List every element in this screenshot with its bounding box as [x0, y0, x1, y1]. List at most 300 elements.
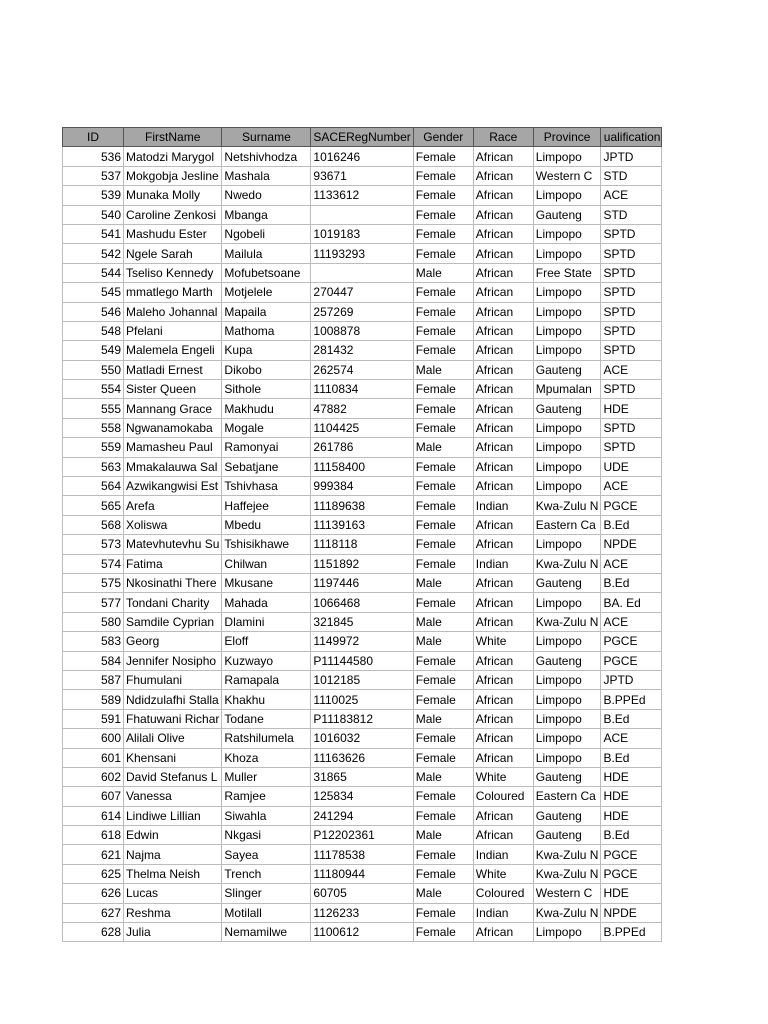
- firstname-cell[interactable]: Munaka Molly: [124, 186, 222, 205]
- id-cell[interactable]: 555: [63, 399, 124, 418]
- province-cell[interactable]: Eastern Ca: [533, 515, 601, 534]
- surname-cell[interactable]: Khakhu: [222, 690, 311, 709]
- province-cell[interactable]: Limpopo: [533, 341, 601, 360]
- race-cell[interactable]: African: [473, 341, 533, 360]
- id-cell[interactable]: 621: [63, 845, 124, 864]
- id-cell[interactable]: 559: [63, 438, 124, 457]
- firstname-cell[interactable]: Mmakalauwa Sal: [124, 457, 222, 476]
- sace-reg-number-cell[interactable]: 261786: [311, 438, 413, 457]
- firstname-cell[interactable]: Fhumulani: [124, 670, 222, 689]
- surname-cell[interactable]: Ratshilumela: [222, 729, 311, 748]
- surname-cell[interactable]: Mbedu: [222, 515, 311, 534]
- qualification-cell[interactable]: B.Ed: [601, 515, 662, 534]
- id-cell[interactable]: 541: [63, 224, 124, 243]
- province-cell[interactable]: Limpopo: [533, 923, 601, 942]
- race-cell[interactable]: African: [473, 438, 533, 457]
- gender-cell[interactable]: Male: [413, 632, 473, 651]
- province-cell[interactable]: Gauteng: [533, 360, 601, 379]
- sace-reg-number-cell[interactable]: 1008878: [311, 321, 413, 340]
- surname-cell[interactable]: Motilall: [222, 903, 311, 922]
- qualification-cell[interactable]: PGCE: [601, 651, 662, 670]
- surname-cell[interactable]: Mailula: [222, 244, 311, 263]
- province-cell[interactable]: Limpopo: [533, 748, 601, 767]
- province-cell[interactable]: Limpopo: [533, 186, 601, 205]
- firstname-cell[interactable]: Ngwanamokaba: [124, 418, 222, 437]
- id-cell[interactable]: 564: [63, 477, 124, 496]
- firstname-cell[interactable]: Tseliso Kennedy: [124, 263, 222, 282]
- surname-cell[interactable]: Makhudu: [222, 399, 311, 418]
- sace-reg-number-cell[interactable]: 93671: [311, 166, 413, 185]
- province-cell[interactable]: Western C: [533, 166, 601, 185]
- race-cell[interactable]: Indian: [473, 496, 533, 515]
- id-cell[interactable]: 580: [63, 612, 124, 631]
- surname-cell[interactable]: Mkusane: [222, 573, 311, 592]
- firstname-cell[interactable]: Lindiwe Lillian: [124, 806, 222, 825]
- race-cell[interactable]: African: [473, 593, 533, 612]
- race-cell[interactable]: African: [473, 690, 533, 709]
- surname-cell[interactable]: Sithole: [222, 380, 311, 399]
- firstname-cell[interactable]: Fhatuwani Richar: [124, 709, 222, 728]
- id-cell[interactable]: 573: [63, 535, 124, 554]
- gender-cell[interactable]: Female: [413, 787, 473, 806]
- gender-cell[interactable]: Female: [413, 321, 473, 340]
- race-cell[interactable]: African: [473, 729, 533, 748]
- sace-reg-number-cell[interactable]: 11178538: [311, 845, 413, 864]
- firstname-cell[interactable]: Sister Queen: [124, 380, 222, 399]
- qualification-cell[interactable]: SPTD: [601, 224, 662, 243]
- gender-cell[interactable]: Female: [413, 477, 473, 496]
- province-cell[interactable]: Kwa-Zulu N: [533, 496, 601, 515]
- id-cell[interactable]: 584: [63, 651, 124, 670]
- sace-reg-number-cell[interactable]: 11189638: [311, 496, 413, 515]
- id-cell[interactable]: 602: [63, 767, 124, 786]
- id-cell[interactable]: 545: [63, 283, 124, 302]
- sace-reg-number-cell[interactable]: 257269: [311, 302, 413, 321]
- qualification-cell[interactable]: STD: [601, 166, 662, 185]
- province-cell[interactable]: Limpopo: [533, 729, 601, 748]
- race-cell[interactable]: African: [473, 515, 533, 534]
- surname-cell[interactable]: Nemamilwe: [222, 923, 311, 942]
- gender-cell[interactable]: Female: [413, 535, 473, 554]
- firstname-cell[interactable]: Xoliswa: [124, 515, 222, 534]
- province-cell[interactable]: Limpopo: [533, 321, 601, 340]
- qualification-cell[interactable]: HDE: [601, 767, 662, 786]
- id-cell[interactable]: 549: [63, 341, 124, 360]
- gender-cell[interactable]: Male: [413, 573, 473, 592]
- sace-reg-number-cell[interactable]: 1118118: [311, 535, 413, 554]
- id-cell[interactable]: 548: [63, 321, 124, 340]
- firstname-cell[interactable]: Julia: [124, 923, 222, 942]
- sace-reg-number-cell[interactable]: 1151892: [311, 554, 413, 573]
- id-cell[interactable]: 574: [63, 554, 124, 573]
- id-cell[interactable]: 614: [63, 806, 124, 825]
- sace-reg-number-cell[interactable]: P12202361: [311, 826, 413, 845]
- sace-reg-number-cell[interactable]: 241294: [311, 806, 413, 825]
- column-header-gender[interactable]: Gender: [413, 128, 473, 147]
- id-cell[interactable]: 539: [63, 186, 124, 205]
- column-header-id[interactable]: ID: [63, 128, 124, 147]
- race-cell[interactable]: African: [473, 399, 533, 418]
- surname-cell[interactable]: Mahada: [222, 593, 311, 612]
- province-cell[interactable]: Limpopo: [533, 670, 601, 689]
- gender-cell[interactable]: Male: [413, 709, 473, 728]
- gender-cell[interactable]: Female: [413, 244, 473, 263]
- qualification-cell[interactable]: B.Ed: [601, 573, 662, 592]
- province-cell[interactable]: Limpopo: [533, 709, 601, 728]
- sace-reg-number-cell[interactable]: 1012185: [311, 670, 413, 689]
- qualification-cell[interactable]: HDE: [601, 787, 662, 806]
- column-header-surname[interactable]: Surname: [222, 128, 311, 147]
- surname-cell[interactable]: Dikobo: [222, 360, 311, 379]
- race-cell[interactable]: White: [473, 632, 533, 651]
- province-cell[interactable]: Limpopo: [533, 244, 601, 263]
- sace-reg-number-cell[interactable]: 1197446: [311, 573, 413, 592]
- province-cell[interactable]: Limpopo: [533, 632, 601, 651]
- gender-cell[interactable]: Female: [413, 302, 473, 321]
- province-cell[interactable]: Gauteng: [533, 399, 601, 418]
- id-cell[interactable]: 628: [63, 923, 124, 942]
- sace-reg-number-cell[interactable]: 1016032: [311, 729, 413, 748]
- sace-reg-number-cell[interactable]: 1126233: [311, 903, 413, 922]
- gender-cell[interactable]: Female: [413, 903, 473, 922]
- sace-reg-number-cell[interactable]: 1110025: [311, 690, 413, 709]
- province-cell[interactable]: Gauteng: [533, 205, 601, 224]
- gender-cell[interactable]: Female: [413, 399, 473, 418]
- qualification-cell[interactable]: ACE: [601, 729, 662, 748]
- gender-cell[interactable]: Female: [413, 845, 473, 864]
- sace-reg-number-cell[interactable]: 999384: [311, 477, 413, 496]
- race-cell[interactable]: Indian: [473, 903, 533, 922]
- surname-cell[interactable]: Motjelele: [222, 283, 311, 302]
- firstname-cell[interactable]: Thelma Neish: [124, 864, 222, 883]
- id-cell[interactable]: 587: [63, 670, 124, 689]
- firstname-cell[interactable]: Mokgobja Jesline: [124, 166, 222, 185]
- id-cell[interactable]: 575: [63, 573, 124, 592]
- surname-cell[interactable]: Netshivhodza: [222, 147, 311, 166]
- firstname-cell[interactable]: Ndidzulafhi Stalla: [124, 690, 222, 709]
- firstname-cell[interactable]: Khensani: [124, 748, 222, 767]
- firstname-cell[interactable]: Nkosinathi There: [124, 573, 222, 592]
- race-cell[interactable]: African: [473, 670, 533, 689]
- firstname-cell[interactable]: Matevhutevhu Su: [124, 535, 222, 554]
- surname-cell[interactable]: Ngobeli: [222, 224, 311, 243]
- firstname-cell[interactable]: Vanessa: [124, 787, 222, 806]
- race-cell[interactable]: African: [473, 147, 533, 166]
- surname-cell[interactable]: Mofubetsoane: [222, 263, 311, 282]
- gender-cell[interactable]: Female: [413, 380, 473, 399]
- sace-reg-number-cell[interactable]: 31865: [311, 767, 413, 786]
- sace-reg-number-cell[interactable]: 125834: [311, 787, 413, 806]
- race-cell[interactable]: African: [473, 321, 533, 340]
- gender-cell[interactable]: Female: [413, 554, 473, 573]
- firstname-cell[interactable]: Lucas: [124, 884, 222, 903]
- province-cell[interactable]: Limpopo: [533, 690, 601, 709]
- province-cell[interactable]: Limpopo: [533, 283, 601, 302]
- qualification-cell[interactable]: PGCE: [601, 864, 662, 883]
- qualification-cell[interactable]: PGCE: [601, 845, 662, 864]
- id-cell[interactable]: 589: [63, 690, 124, 709]
- sace-reg-number-cell[interactable]: 1149972: [311, 632, 413, 651]
- firstname-cell[interactable]: Georg: [124, 632, 222, 651]
- qualification-cell[interactable]: SPTD: [601, 302, 662, 321]
- gender-cell[interactable]: Female: [413, 418, 473, 437]
- sace-reg-number-cell[interactable]: 1110834: [311, 380, 413, 399]
- sace-reg-number-cell[interactable]: 11180944: [311, 864, 413, 883]
- qualification-cell[interactable]: ACE: [601, 554, 662, 573]
- province-cell[interactable]: Eastern Ca: [533, 787, 601, 806]
- gender-cell[interactable]: Male: [413, 826, 473, 845]
- province-cell[interactable]: Gauteng: [533, 651, 601, 670]
- qualification-cell[interactable]: SPTD: [601, 380, 662, 399]
- surname-cell[interactable]: Tshivhasa: [222, 477, 311, 496]
- race-cell[interactable]: African: [473, 186, 533, 205]
- province-cell[interactable]: Limpopo: [533, 477, 601, 496]
- race-cell[interactable]: African: [473, 612, 533, 631]
- race-cell[interactable]: African: [473, 224, 533, 243]
- gender-cell[interactable]: Female: [413, 283, 473, 302]
- firstname-cell[interactable]: mmatlego Marth: [124, 283, 222, 302]
- race-cell[interactable]: African: [473, 380, 533, 399]
- province-cell[interactable]: Gauteng: [533, 767, 601, 786]
- race-cell[interactable]: African: [473, 826, 533, 845]
- surname-cell[interactable]: Mogale: [222, 418, 311, 437]
- qualification-cell[interactable]: B.Ed: [601, 826, 662, 845]
- sace-reg-number-cell[interactable]: 1066468: [311, 593, 413, 612]
- race-cell[interactable]: African: [473, 244, 533, 263]
- race-cell[interactable]: African: [473, 302, 533, 321]
- province-cell[interactable]: Gauteng: [533, 573, 601, 592]
- race-cell[interactable]: African: [473, 166, 533, 185]
- gender-cell[interactable]: Female: [413, 670, 473, 689]
- surname-cell[interactable]: Mashala: [222, 166, 311, 185]
- race-cell[interactable]: African: [473, 709, 533, 728]
- id-cell[interactable]: 550: [63, 360, 124, 379]
- surname-cell[interactable]: Slinger: [222, 884, 311, 903]
- race-cell[interactable]: African: [473, 205, 533, 224]
- gender-cell[interactable]: Female: [413, 806, 473, 825]
- gender-cell[interactable]: Female: [413, 186, 473, 205]
- race-cell[interactable]: African: [473, 535, 533, 554]
- qualification-cell[interactable]: NPDE: [601, 903, 662, 922]
- province-cell[interactable]: Limpopo: [533, 438, 601, 457]
- surname-cell[interactable]: Todane: [222, 709, 311, 728]
- gender-cell[interactable]: Female: [413, 457, 473, 476]
- race-cell[interactable]: Indian: [473, 845, 533, 864]
- qualification-cell[interactable]: BA. Ed: [601, 593, 662, 612]
- firstname-cell[interactable]: Mashudu Ester: [124, 224, 222, 243]
- surname-cell[interactable]: Khoza: [222, 748, 311, 767]
- qualification-cell[interactable]: HDE: [601, 884, 662, 903]
- gender-cell[interactable]: Female: [413, 224, 473, 243]
- gender-cell[interactable]: Female: [413, 864, 473, 883]
- qualification-cell[interactable]: SPTD: [601, 418, 662, 437]
- surname-cell[interactable]: Siwahla: [222, 806, 311, 825]
- id-cell[interactable]: 600: [63, 729, 124, 748]
- province-cell[interactable]: Gauteng: [533, 806, 601, 825]
- race-cell[interactable]: African: [473, 573, 533, 592]
- surname-cell[interactable]: Muller: [222, 767, 311, 786]
- qualification-cell[interactable]: SPTD: [601, 321, 662, 340]
- surname-cell[interactable]: Mapaila: [222, 302, 311, 321]
- qualification-cell[interactable]: SPTD: [601, 263, 662, 282]
- qualification-cell[interactable]: SPTD: [601, 244, 662, 263]
- firstname-cell[interactable]: Arefa: [124, 496, 222, 515]
- province-cell[interactable]: Limpopo: [533, 224, 601, 243]
- race-cell[interactable]: White: [473, 864, 533, 883]
- firstname-cell[interactable]: Reshma: [124, 903, 222, 922]
- gender-cell[interactable]: Male: [413, 360, 473, 379]
- id-cell[interactable]: 618: [63, 826, 124, 845]
- id-cell[interactable]: 591: [63, 709, 124, 728]
- id-cell[interactable]: 554: [63, 380, 124, 399]
- id-cell[interactable]: 607: [63, 787, 124, 806]
- column-header-firstname[interactable]: FirstName: [124, 128, 222, 147]
- column-header-province[interactable]: Province: [533, 128, 601, 147]
- gender-cell[interactable]: Female: [413, 729, 473, 748]
- gender-cell[interactable]: Male: [413, 438, 473, 457]
- surname-cell[interactable]: Mbanga: [222, 205, 311, 224]
- province-cell[interactable]: Limpopo: [533, 457, 601, 476]
- surname-cell[interactable]: Sayea: [222, 845, 311, 864]
- column-header-qualification[interactable]: ualification: [601, 128, 662, 147]
- sace-reg-number-cell[interactable]: 1016246: [311, 147, 413, 166]
- sace-reg-number-cell[interactable]: 270447: [311, 283, 413, 302]
- surname-cell[interactable]: Trench: [222, 864, 311, 883]
- province-cell[interactable]: Kwa-Zulu N: [533, 864, 601, 883]
- gender-cell[interactable]: Female: [413, 166, 473, 185]
- gender-cell[interactable]: Female: [413, 923, 473, 942]
- qualification-cell[interactable]: B.Ed: [601, 748, 662, 767]
- province-cell[interactable]: Kwa-Zulu N: [533, 612, 601, 631]
- sace-reg-number-cell[interactable]: [311, 263, 413, 282]
- id-cell[interactable]: 626: [63, 884, 124, 903]
- qualification-cell[interactable]: ACE: [601, 360, 662, 379]
- race-cell[interactable]: African: [473, 477, 533, 496]
- surname-cell[interactable]: Chilwan: [222, 554, 311, 573]
- race-cell[interactable]: Coloured: [473, 787, 533, 806]
- gender-cell[interactable]: Female: [413, 147, 473, 166]
- gender-cell[interactable]: Female: [413, 593, 473, 612]
- firstname-cell[interactable]: Mamasheu Paul: [124, 438, 222, 457]
- id-cell[interactable]: 627: [63, 903, 124, 922]
- surname-cell[interactable]: Nwedo: [222, 186, 311, 205]
- column-header-sace-reg-number[interactable]: SACERegNumber: [311, 128, 413, 147]
- gender-cell[interactable]: Male: [413, 612, 473, 631]
- sace-reg-number-cell[interactable]: 281432: [311, 341, 413, 360]
- province-cell[interactable]: Kwa-Zulu N: [533, 554, 601, 573]
- surname-cell[interactable]: Kuzwayo: [222, 651, 311, 670]
- race-cell[interactable]: Indian: [473, 554, 533, 573]
- province-cell[interactable]: Kwa-Zulu N: [533, 903, 601, 922]
- sace-reg-number-cell[interactable]: P11144580: [311, 651, 413, 670]
- sace-reg-number-cell[interactable]: 11139163: [311, 515, 413, 534]
- province-cell[interactable]: Limpopo: [533, 302, 601, 321]
- qualification-cell[interactable]: B.PPEd: [601, 690, 662, 709]
- sace-reg-number-cell[interactable]: P11183812: [311, 709, 413, 728]
- province-cell[interactable]: Limpopo: [533, 593, 601, 612]
- id-cell[interactable]: 565: [63, 496, 124, 515]
- surname-cell[interactable]: Kupa: [222, 341, 311, 360]
- firstname-cell[interactable]: Alilali Olive: [124, 729, 222, 748]
- firstname-cell[interactable]: Matodzi Marygol: [124, 147, 222, 166]
- id-cell[interactable]: 542: [63, 244, 124, 263]
- province-cell[interactable]: Limpopo: [533, 535, 601, 554]
- firstname-cell[interactable]: Pfelani: [124, 321, 222, 340]
- qualification-cell[interactable]: ACE: [601, 477, 662, 496]
- id-cell[interactable]: 540: [63, 205, 124, 224]
- firstname-cell[interactable]: Jennifer Nosipho: [124, 651, 222, 670]
- gender-cell[interactable]: Female: [413, 748, 473, 767]
- firstname-cell[interactable]: Najma: [124, 845, 222, 864]
- race-cell[interactable]: African: [473, 651, 533, 670]
- race-cell[interactable]: White: [473, 767, 533, 786]
- firstname-cell[interactable]: Fatima: [124, 554, 222, 573]
- sace-reg-number-cell[interactable]: 1019183: [311, 224, 413, 243]
- qualification-cell[interactable]: NPDE: [601, 535, 662, 554]
- firstname-cell[interactable]: Mannang Grace: [124, 399, 222, 418]
- race-cell[interactable]: African: [473, 748, 533, 767]
- province-cell[interactable]: Kwa-Zulu N: [533, 845, 601, 864]
- id-cell[interactable]: 546: [63, 302, 124, 321]
- surname-cell[interactable]: Ramapala: [222, 670, 311, 689]
- race-cell[interactable]: African: [473, 806, 533, 825]
- sace-reg-number-cell[interactable]: 1133612: [311, 186, 413, 205]
- sace-reg-number-cell[interactable]: 321845: [311, 612, 413, 631]
- id-cell[interactable]: 558: [63, 418, 124, 437]
- firstname-cell[interactable]: Malemela Engeli: [124, 341, 222, 360]
- province-cell[interactable]: Free State: [533, 263, 601, 282]
- sace-reg-number-cell[interactable]: [311, 205, 413, 224]
- surname-cell[interactable]: Eloff: [222, 632, 311, 651]
- surname-cell[interactable]: Nkgasi: [222, 826, 311, 845]
- gender-cell[interactable]: Male: [413, 767, 473, 786]
- gender-cell[interactable]: Female: [413, 496, 473, 515]
- id-cell[interactable]: 568: [63, 515, 124, 534]
- firstname-cell[interactable]: Azwikangwisi Est: [124, 477, 222, 496]
- province-cell[interactable]: Limpopo: [533, 418, 601, 437]
- race-cell[interactable]: African: [473, 457, 533, 476]
- id-cell[interactable]: 577: [63, 593, 124, 612]
- qualification-cell[interactable]: B.PPEd: [601, 923, 662, 942]
- race-cell[interactable]: African: [473, 923, 533, 942]
- firstname-cell[interactable]: David Stefanus L: [124, 767, 222, 786]
- firstname-cell[interactable]: Tondani Charity: [124, 593, 222, 612]
- surname-cell[interactable]: Mathoma: [222, 321, 311, 340]
- qualification-cell[interactable]: PGCE: [601, 632, 662, 651]
- id-cell[interactable]: 536: [63, 147, 124, 166]
- sace-reg-number-cell[interactable]: 60705: [311, 884, 413, 903]
- surname-cell[interactable]: Ramonyai: [222, 438, 311, 457]
- id-cell[interactable]: 583: [63, 632, 124, 651]
- surname-cell[interactable]: Ramjee: [222, 787, 311, 806]
- surname-cell[interactable]: Haffejee: [222, 496, 311, 515]
- firstname-cell[interactable]: Maleho Johannal: [124, 302, 222, 321]
- sace-reg-number-cell[interactable]: 11193293: [311, 244, 413, 263]
- sace-reg-number-cell[interactable]: 11163626: [311, 748, 413, 767]
- gender-cell[interactable]: Female: [413, 651, 473, 670]
- gender-cell[interactable]: Male: [413, 884, 473, 903]
- province-cell[interactable]: Gauteng: [533, 826, 601, 845]
- firstname-cell[interactable]: Ngele Sarah: [124, 244, 222, 263]
- id-cell[interactable]: 563: [63, 457, 124, 476]
- qualification-cell[interactable]: ACE: [601, 612, 662, 631]
- sace-reg-number-cell[interactable]: 47882: [311, 399, 413, 418]
- id-cell[interactable]: 601: [63, 748, 124, 767]
- sace-reg-number-cell[interactable]: 1100612: [311, 923, 413, 942]
- race-cell[interactable]: African: [473, 283, 533, 302]
- race-cell[interactable]: Coloured: [473, 884, 533, 903]
- surname-cell[interactable]: Dlamini: [222, 612, 311, 631]
